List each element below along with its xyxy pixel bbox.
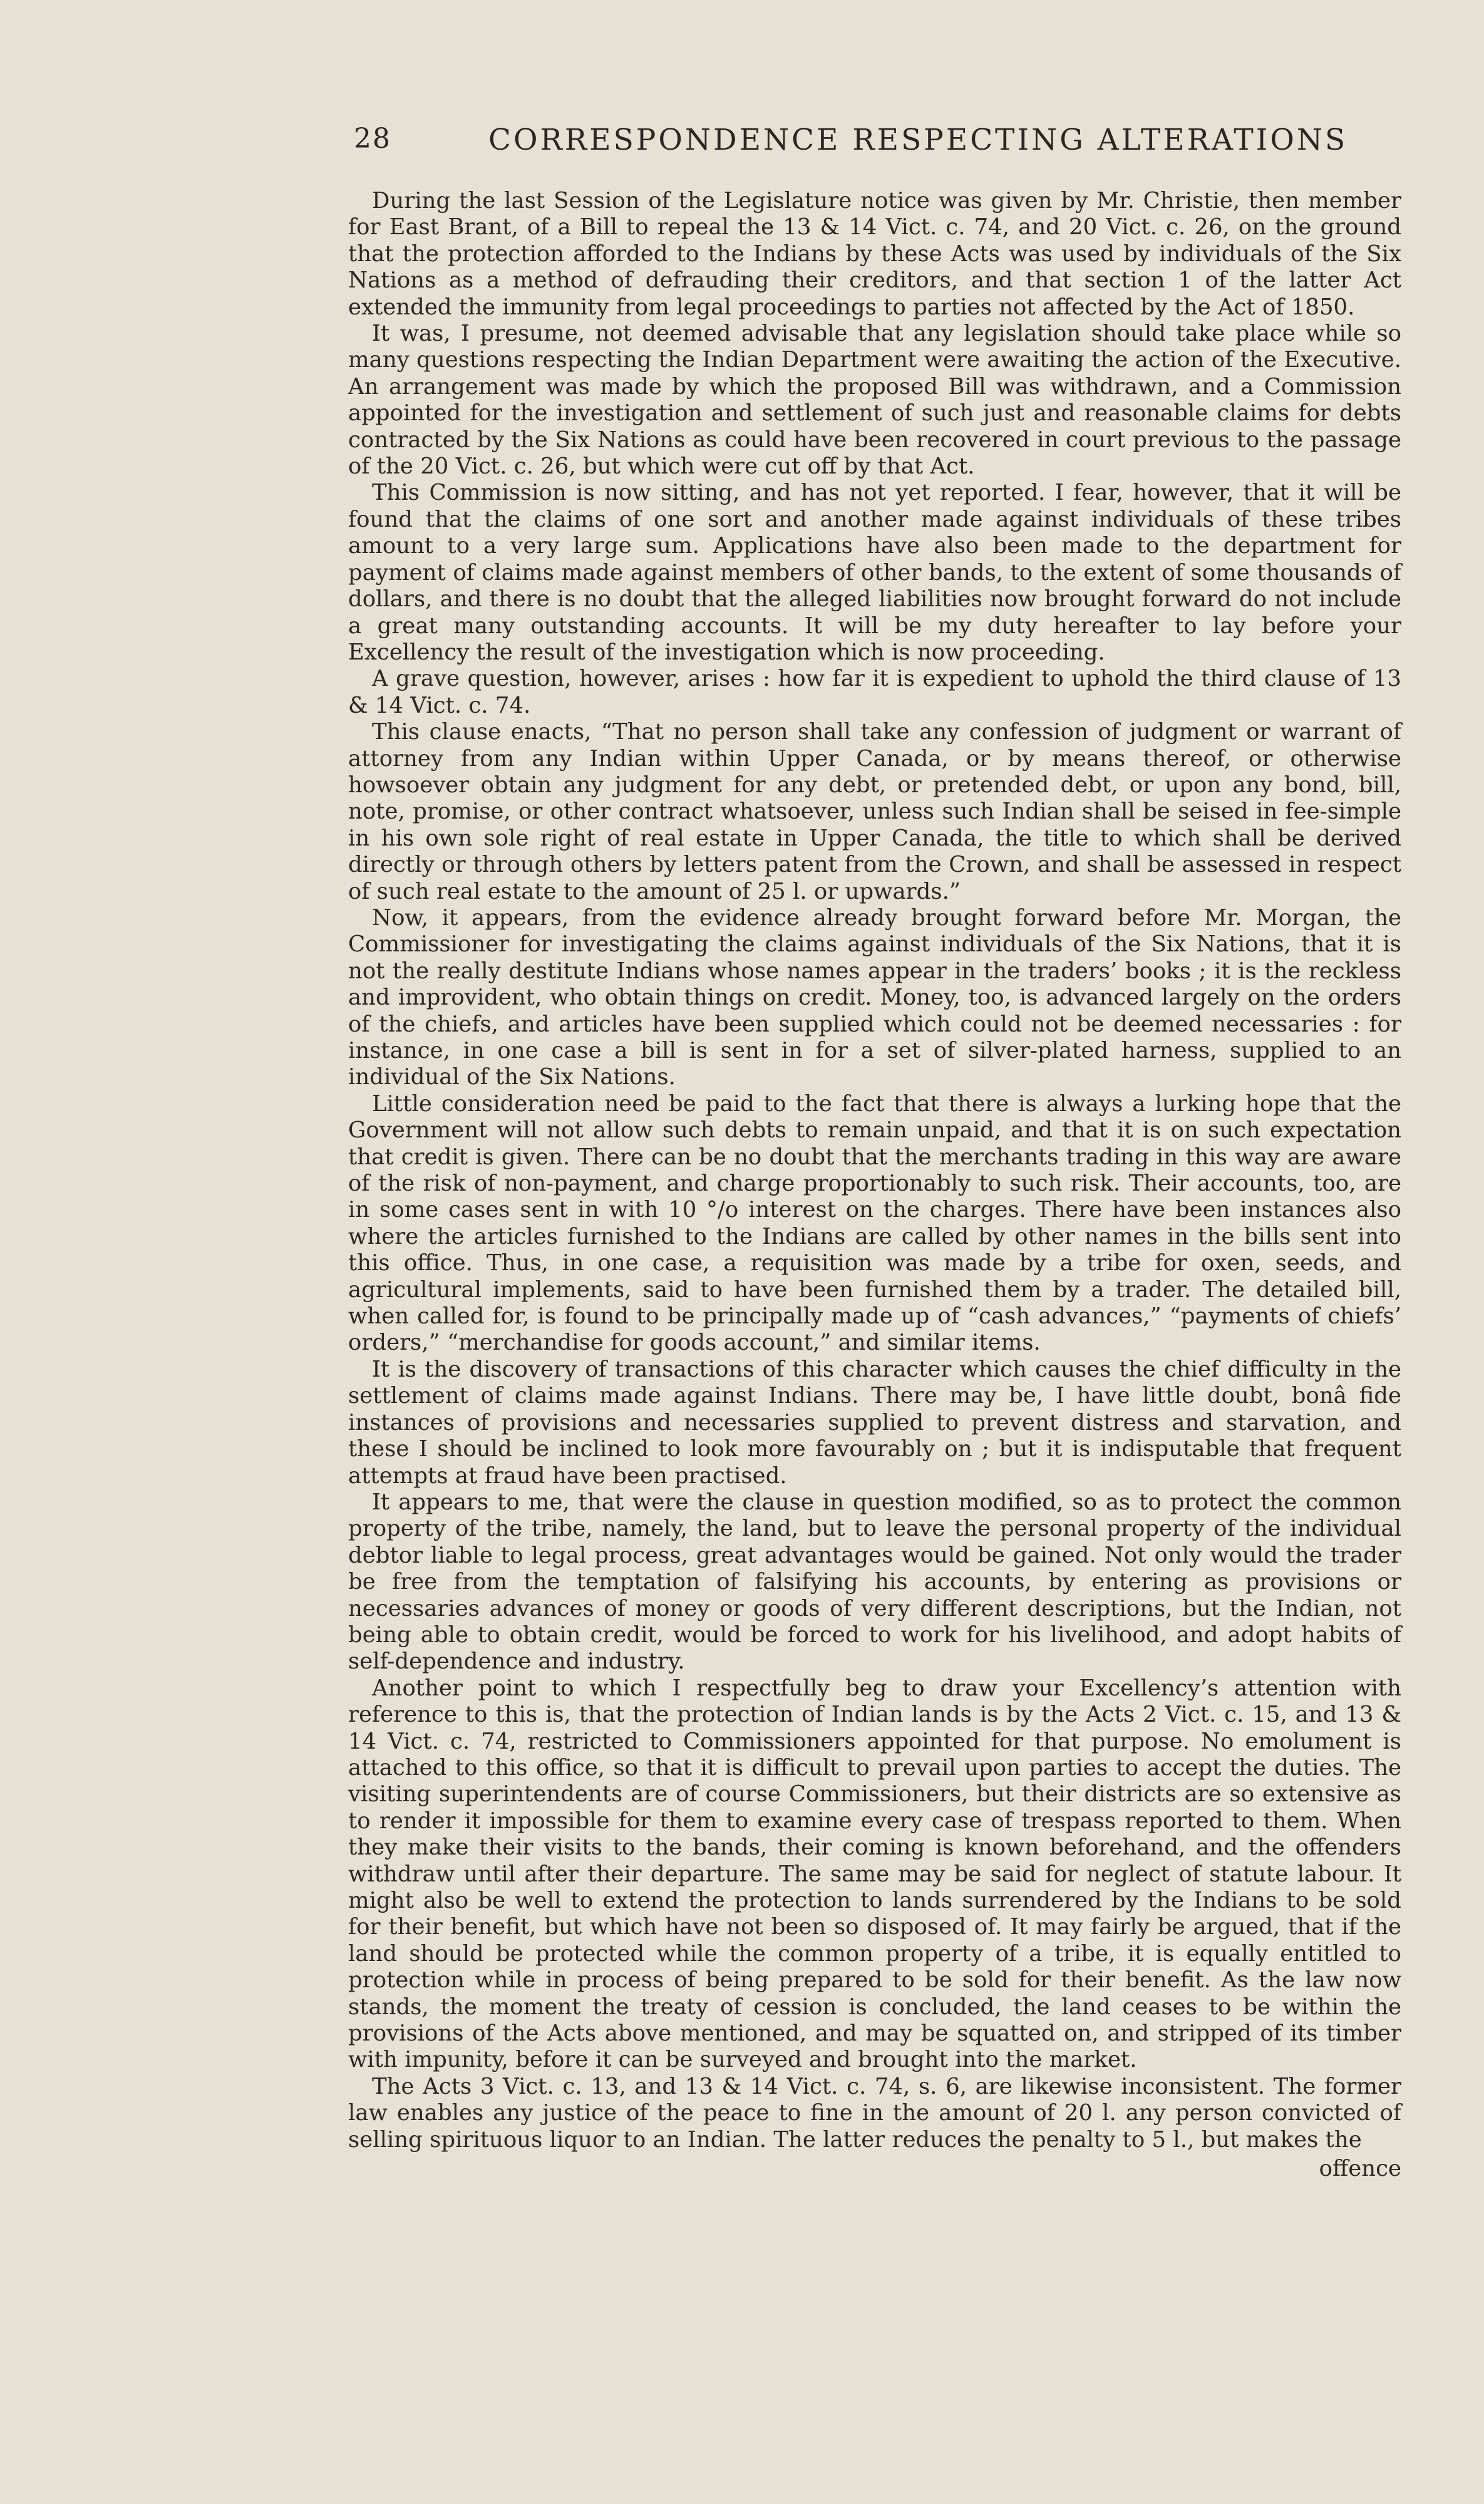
paragraph: During the last Session of the Legislature notice was given by Mr. Christie, then member for East Brant, of a Bill to repeal the 13 & 14 Vict. c. 74, and 20 Vict. c. 26, on the ground that the protection afforded to the Indians by these Acts was used by individuals of the Six Nations as a method of defrauding their creditors, and that section 1 of the latter Act extended the immunity from legal proceedings to parties not affected by the Act of 1850.: [348, 188, 1401, 320]
paragraph: Another point to which I respectfully beg to draw your Excellency’s attention with reference to this is, that the protection of Indian lands is by the Acts 2 Vict. c. 15, and 13 & 14 Vict. c. 74, restricted to Commissioners appointed for that purpose. No emolument is attached to this office, so that it is difficult to prevail upon parties to accept the duties. The visiting superintendents are of course Commissioners, but their districts are so extensive as to render it impossible for them to examine every case of trespass reported to them. When they make their visits to the bands, their coming is known beforehand, and the offenders withdraw until after their departure. The same may be said for neglect of statute labour. It might also be well to extend the protection to lands surrendered by the Indians to be sold for their benefit, but which have not been so disposed of. It may fairly be argued, that if the land should be protected while the common property of a tribe, it is equally entitled to protection while in process of being prepared to be sold for their benefit. As the law now stands, the moment the treaty of cession is concluded, the land ceases to be within the provisions of the Acts above mentioned, and may be squatted on, and stripped of its timber with impunity, before it can be surveyed and brought into the market.: [348, 1675, 1401, 2073]
paragraph: Little consideration need be paid to the fact that there is always a lurking hope that the Government will not allow such debts to remain unpaid, and that it is on such expectation that credit is given. There can be no doubt that the merchants trading in this way are aware of the risk of non-payment, and charge proportionably to such risk. Their accounts, too, are in some cases sent in with 10 °/o interest on the charges. There have been instances also where the articles furnished to the Indians are called by other names in the bills sent into this office. Thus, in one case, a requisition was made by a tribe for oxen, seeds, and agricultural implements, said to have been furnished them by a trader. The detailed bill, when called for, is found to be principally made up of “cash advances,” “payments of chiefs’ orders,” “merchandise for goods account,” and similar items.: [348, 1090, 1401, 1356]
paragraph: The Acts 3 Vict. c. 13, and 13 & 14 Vict. c. 74, s. 6, are likewise inconsistent. The former law enables any justice of the peace to fine in the amount of 20 l. any person convicted of selling spirituous liquor to an Indian. The latter reduces the penalty to 5 l., but makes the: [348, 2073, 1401, 2153]
paragraph: It was, I presume, not deemed advisable that any legislation should take place while so many questions respecting the Indian Department were awaiting the action of the Executive. An arrangement was made by which the proposed Bill was withdrawn, and a Commission appointed for the investigation and settlement of such just and reasonable claims for debts contracted by the Six Nations as could have been recovered in court previous to the passage of the 20 Vict. c. 26, but which were cut off by that Act.: [348, 321, 1401, 480]
body-text: [348, 188, 1401, 2182]
page-header: [354, 123, 1399, 167]
running-title: CORRESPONDENCE RESPECTING ALTERATIONS: [488, 123, 1348, 157]
catchword: offence: [1319, 2156, 1401, 2182]
paragraph: A grave question, however, arises : how far it is expedient to uphold the third clause of 13 & 14 Vict. c. 74.: [348, 666, 1401, 718]
page-number: 28: [354, 123, 391, 155]
paragraph: Now, it appears, from the evidence already brought forward before Mr. Morgan, the Commissioner for investigating the claims against individuals of the Six Nations, that it is not the really destitute Indians whose names appear in the traders’ books ; it is the reckless and improvident, who obtain things on credit. Money, too, is advanced largely on the orders of the chiefs, and articles have been supplied which could not be deemed necessaries : for instance, in one case a bill is sent in for a set of silver-plated harness, supplied to an individual of the Six Nations.: [348, 904, 1401, 1090]
paragraph: This clause enacts, “That no person shall take any confession of judgment or warrant of attorney from any Indian within Upper Canada, or by means thereof, or otherwise howsoever obtain any judgment for any debt, or pretended debt, or upon any bond, bill, note, promise, or other contract whatsoever, unless such Indian shall be seised in fee-simple in his own sole right of real estate in Upper Canada, the title to which shall be derived directly or through others by letters patent from the Crown, and shall be assessed in respect of such real estate to the amount of 25 l. or upwards.”: [348, 719, 1401, 904]
paragraph: It appears to me, that were the clause in question modified, so as to protect the common property of the tribe, namely, the land, but to leave the personal property of the individual debtor liable to legal process, great advantages would be gained. Not only would the trader be free from the temptation of falsifying his accounts, by entering as provisions or necessaries advances of money or goods of very different descriptions, but the Indian, not being able to obtain credit, would be forced to work for his livelihood, and adopt habits of self-dependence and industry.: [348, 1489, 1401, 1675]
paragraph: It is the discovery of transactions of this character which causes the chief difficulty in the settlement of claims made against Indians. There may be, I have little doubt, bonâ fide instances of provisions and necessaries supplied to prevent distress and starvation, and these I should be inclined to look more favourably on ; but it is indisputable that frequent attempts at fraud have been practised.: [348, 1356, 1401, 1489]
paragraph: This Commission is now sitting, and has not yet reported. I fear, however, that it will be found that the claims of one sort and another made against individuals of these tribes amount to a very large sum. Applications have also been made to the department for payment of claims made against members of other bands, to the extent of some thousands of dollars, and there is no doubt that the alleged liabilities now brought forward do not include a great many outstanding accounts. It will be my duty hereafter to lay before your Excellency the result of the investigation which is now proceeding.: [348, 480, 1401, 665]
